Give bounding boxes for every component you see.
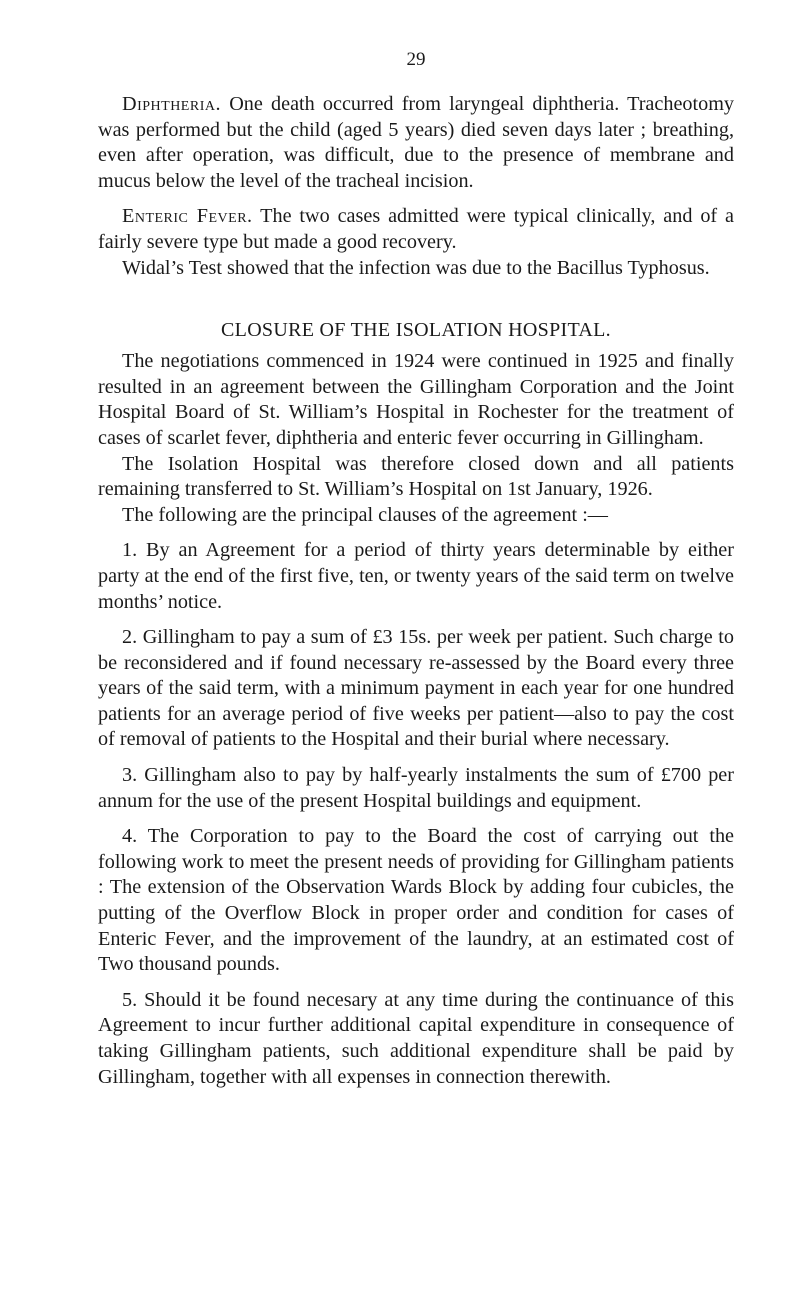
clause-1: 1. By an Agreement for a period of thirty years determinable by either party at the end of the first five, ten, or twenty years of the said term on twelve months’ notice.: [98, 539, 734, 613]
enteric-text: The two cases admitted were typical clinically, and of a fairly severe type but made a good recovery.: [98, 205, 734, 253]
closure-paragraph-2: The Isolation Hospital was therefore closed down and all patients remaining transferred to St. William’s Hospital on 1st January, 1926.: [98, 452, 734, 501]
clause-4: 4. The Corporation to pay to the Board the cost of carrying out the following work to meet the present needs of providing for Gillingham patients : The extension of the Observation Wards Block by adding four cubicles, the putting of the Overflow Block in proper order and condition for cases of Enteric Fever, and the improvement of the laundry, at an estimated cost of Two thousand pounds.: [98, 825, 734, 976]
diphtheria-paragraph: [98, 92, 734, 194]
clause-5: 5. Should it be found necesary at any time during the continuance of this Agreement to incur further additional capital expenditure in consequence of taking Gillingham patients, such additional expenditure shall be paid by Gillingham, together with all expenses in connection therewith.: [98, 988, 734, 1088]
enteric-heading: Enteric Fever.: [122, 205, 253, 228]
widal-paragraph: Widal’s Test showed that the infection was due to the Bacillus Typhosus.: [122, 256, 710, 279]
diphtheria-text: One death occurred from laryngeal diphtheria. Tracheotomy was performed but the child (aged 5 years) died seven days later ; breathing, even after operation, was difficult, due to the presence of membrane and mucus below the level of the tracheal incision.: [98, 93, 734, 192]
enteric-paragraph: [98, 204, 734, 255]
closure-paragraph-1: The negotiations commenced in 1924 were continued in 1925 and finally resulted in an agreement between the Gillingham Corporation and the Joint Hospital Board of St. William’s Hospital in Rochester for the treatment of cases of scarlet fever, diphtheria and enteric fever occurring in Gillingham.: [98, 350, 734, 449]
document-page: [98, 48, 734, 1090]
clause-2: 2. Gillingham to pay a sum of £3 15s. per week per patient. Such charge to be reconsidered and if found necessary re-assessed by the Board every three years of the said term, with a minimum payment in each year for one hundred patients for an average period of five weeks per patient—also to pay the cost of removal of patients to the Hospital and their burial where necessary.: [98, 626, 734, 751]
closure-paragraph-3: The following are the principal clauses of the agreement :—: [122, 503, 608, 526]
clause-3: 3. Gillingham also to pay by half-yearly instalments the sum of £700 per annum for the use of the present Hospital buildings and equipment.: [98, 764, 734, 812]
page-number: 29: [406, 49, 426, 70]
closure-title: CLOSURE OF THE ISOLATION HOSPITAL.: [221, 319, 611, 342]
diphtheria-heading: Diphtheria.: [122, 93, 222, 115]
